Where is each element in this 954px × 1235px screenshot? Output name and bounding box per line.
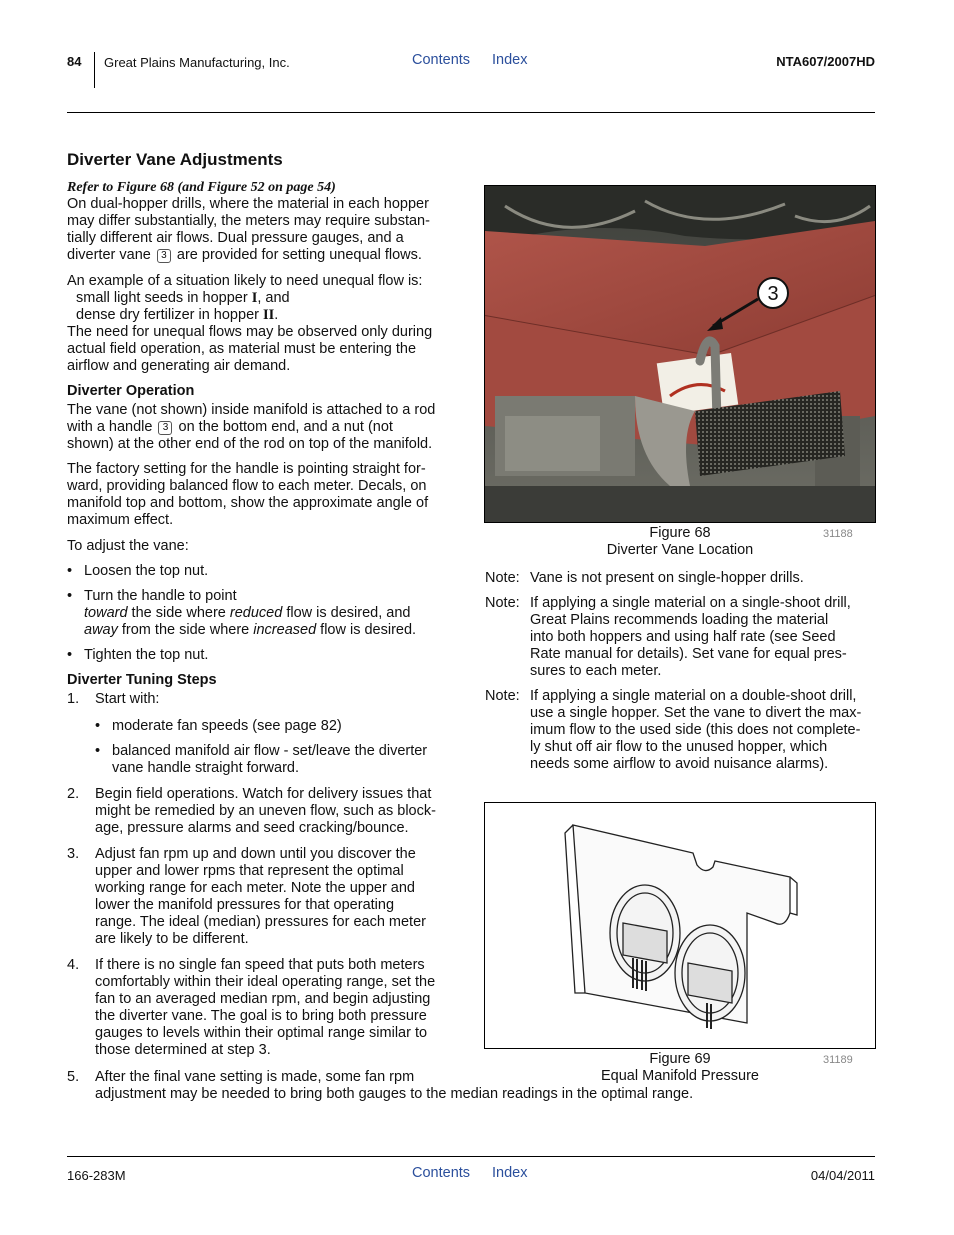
- footer-rule: [67, 1156, 875, 1157]
- header-divider: [94, 52, 95, 88]
- contents-link[interactable]: Contents: [412, 52, 471, 68]
- model-number: NTA607/2007HD: [776, 54, 875, 69]
- figure-69-label: Figure 69: [649, 1051, 711, 1067]
- intro-line: diverter vane 3 are provided for setting unequal flows.: [67, 247, 422, 263]
- intro-line: On dual-hopper drills, where the material in each hopper: [67, 196, 429, 212]
- figure-68-label: Figure 68: [649, 525, 711, 541]
- section-title: Diverter Vane Adjustments: [67, 150, 283, 169]
- intro-line: tially different air flows. Dual pressure gauges, and a: [67, 230, 404, 246]
- figure-69-drawing: [484, 802, 876, 1049]
- figure-68-number: 31188: [823, 528, 853, 540]
- bullet-icon: •: [67, 588, 73, 604]
- index-link[interactable]: Index: [492, 52, 528, 68]
- operation-line: shown) at the other end of the rod on top of the manifold.: [67, 436, 433, 452]
- operation-title: Diverter Operation: [67, 383, 195, 399]
- operation-line: with a handle 3 on the bottom end, and a nut (not: [67, 419, 393, 435]
- factory-line: manifold top and bottom, show the approximate angle of: [67, 495, 429, 511]
- need-line: actual field operation, as material must be entering the: [67, 341, 417, 357]
- operation-line: The vane (not shown) inside manifold is attached to a rod: [67, 402, 436, 418]
- bullet-icon: •: [67, 563, 73, 579]
- adjust-line: To adjust the vane:: [67, 538, 189, 554]
- bullet-icon: •: [95, 718, 101, 734]
- bullet-icon: •: [67, 647, 73, 663]
- example-item: small light seeds in hopper I, and: [76, 290, 290, 306]
- figure-69-number: 31189: [823, 1054, 853, 1066]
- example-line: An example of a situation likely to need unequal flow is:: [67, 273, 423, 289]
- footer-contents-link[interactable]: Contents: [412, 1165, 471, 1181]
- footer-index-link[interactable]: Index: [492, 1165, 528, 1181]
- header-rule: [67, 112, 875, 113]
- example-item: dense dry fertilizer in hopper II.: [76, 307, 279, 323]
- tuning-title: Diverter Tuning Steps: [67, 672, 217, 688]
- callout-3-badge: 3: [157, 249, 171, 263]
- page-number: 84: [67, 54, 82, 69]
- factory-line: maximum effect.: [67, 512, 174, 528]
- refer-line: Refer to Figure 68 (and Figure 52 on page 54): [67, 180, 336, 195]
- callout-3-label: 3: [767, 283, 779, 305]
- factory-line: The factory setting for the handle is pointing straight for-: [67, 461, 426, 477]
- need-line: The need for unequal flows may be observed only during: [67, 324, 433, 340]
- doc-number: 166-283M: [67, 1168, 126, 1183]
- figure-68-photo: [484, 185, 876, 523]
- diverter-vane-photo: [485, 186, 875, 522]
- footer-date: 04/04/2011: [810, 1168, 875, 1183]
- intro-line: may differ substantially, the meters may require substan-: [67, 213, 430, 229]
- factory-line: ward, providing balanced flow to each meter. Decals, on: [67, 478, 427, 494]
- figure-69-caption: Equal Manifold Pressure: [601, 1068, 759, 1084]
- bullet-icon: •: [95, 743, 101, 759]
- pressure-gauges-drawing: [485, 803, 875, 1048]
- need-line: airflow and generating air demand.: [67, 358, 291, 374]
- company-name: Great Plains Manufacturing, Inc.: [104, 55, 290, 70]
- figure-68-caption: Diverter Vane Location: [606, 542, 754, 558]
- callout-3-badge: 3: [158, 421, 172, 435]
